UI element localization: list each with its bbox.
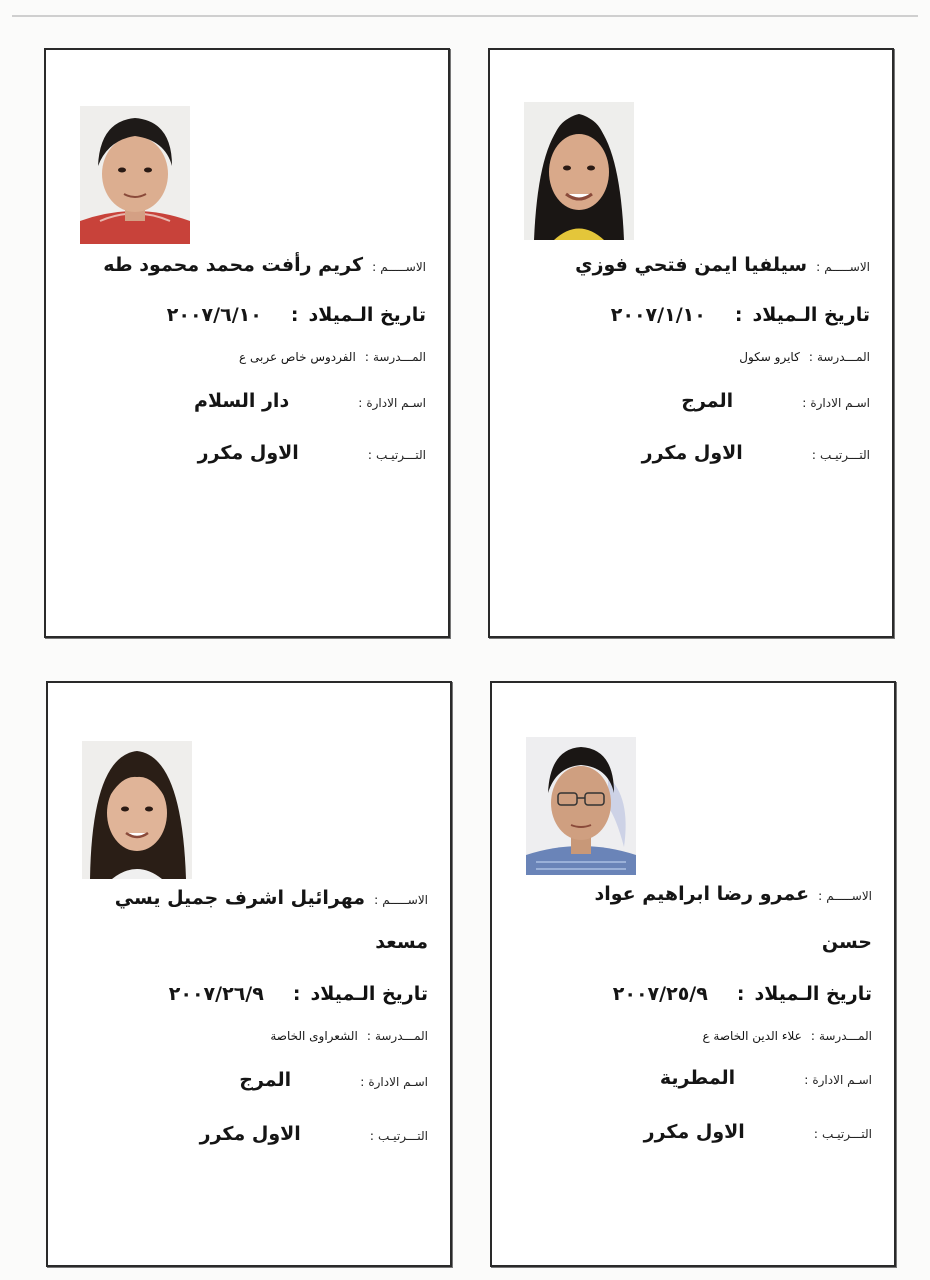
student-card-sylvia	[488, 48, 894, 638]
rank-row: التـــرتيـب: الاول مكرر	[199, 1123, 428, 1145]
student-name: مهرائيل اشرف جميل يسي	[114, 887, 366, 909]
name-row: الاســـــم: سيلفيا ايمن فتحي فوزي	[575, 254, 870, 276]
birth-date: ٢٠٠٧/١/١٠	[610, 304, 706, 326]
admin-name: المطرية	[659, 1067, 736, 1089]
rank-label: التـــرتيـب	[821, 1127, 872, 1141]
student-card-amr	[490, 681, 896, 1267]
student-photo	[524, 102, 634, 240]
birth-date: ٢٠٠٧/٢٥/٩	[612, 983, 708, 1005]
admin-label: اسـم الادارة	[366, 396, 426, 410]
student-photo	[80, 106, 190, 244]
school-row: المـــدرسة: كايرو سكول	[739, 350, 870, 364]
school-row: المـــدرسة: الفردوس خاص عربى ع	[239, 350, 426, 364]
school-label: المـــدرسة	[816, 350, 870, 364]
rank-label: التـــرتيـب	[375, 448, 426, 462]
rank-label: التـــرتيـب	[819, 448, 870, 462]
school-name: كايرو سكول	[739, 350, 800, 364]
dob-row: تاريخ الـميلاد: ٢٠٠٧/١/١٠	[610, 304, 870, 326]
scan-top-edge	[12, 15, 918, 17]
school-row: المـــدرسة: علاء الدين الخاصة ع	[702, 1029, 872, 1043]
name-label: الاســـــم	[824, 260, 870, 274]
student-name-continued: حسن	[821, 931, 872, 953]
rank-row: التـــرتيـب: الاول مكرر	[641, 442, 870, 464]
name-label: الاســـــم	[826, 889, 872, 903]
dob-label: تاريخ الـميلاد	[754, 983, 872, 1005]
name-row: الاســـــم: عمرو رضا ابراهيم عواد	[594, 883, 872, 905]
admin-row: اسـم الادارة: المرج	[239, 1069, 428, 1091]
rank-value: الاول مكرر	[641, 442, 743, 464]
admin-name: المرج	[681, 390, 734, 412]
admin-name: المرج	[239, 1069, 292, 1091]
student-name: سيلفيا ايمن فتحي فوزي	[575, 254, 808, 276]
student-name-continued: مسعد	[375, 931, 428, 953]
student-name: كريم رأفت محمد محمود طه	[103, 254, 364, 276]
admin-label: اسـم الادارة	[368, 1075, 428, 1089]
name-label: الاســـــم	[380, 260, 426, 274]
admin-label: اسـم الادارة	[810, 396, 870, 410]
admin-label: اسـم الادارة	[812, 1073, 872, 1087]
student-name: عمرو رضا ابراهيم عواد	[594, 883, 810, 905]
dob-label: تاريخ الـميلاد	[752, 304, 870, 326]
rank-label: التـــرتيـب	[377, 1129, 428, 1143]
dob-label: تاريخ الـميلاد	[308, 304, 426, 326]
school-label: المـــدرسة	[374, 1029, 428, 1043]
admin-row: اسـم الادارة: دار السلام	[194, 390, 426, 412]
name-label: الاســـــم	[382, 893, 428, 907]
rank-value: الاول مكرر	[643, 1121, 745, 1143]
admin-row: اسـم الادارة: المرج	[681, 390, 870, 412]
name-row: الاســـــم: كريم رأفت محمد محمود طه	[103, 254, 426, 276]
name-row: الاســـــم: مهرائيل اشرف جميل يسي	[114, 887, 428, 909]
admin-row: اسـم الادارة: المطرية	[659, 1067, 872, 1089]
student-photo	[526, 737, 636, 875]
birth-date: ٢٠٠٧/٢٦/٩	[168, 983, 264, 1005]
admin-name: دار السلام	[194, 390, 290, 412]
school-name: الشعراوى الخاصة	[270, 1029, 358, 1043]
rank-value: الاول مكرر	[199, 1123, 301, 1145]
dob-label: تاريخ الـميلاد	[310, 983, 428, 1005]
school-label: المـــدرسة	[818, 1029, 872, 1043]
school-row: المـــدرسة: الشعراوى الخاصة	[270, 1029, 428, 1043]
birth-date: ٢٠٠٧/٦/١٠	[166, 304, 262, 326]
school-label: المـــدرسة	[372, 350, 426, 364]
school-name: الفردوس خاص عربى ع	[239, 350, 356, 364]
student-photo	[82, 741, 192, 879]
rank-row: التـــرتيـب: الاول مكرر	[197, 442, 426, 464]
student-card-mahrail	[46, 681, 452, 1267]
dob-row: تاريخ الـميلاد: ٢٠٠٧/٢٥/٩	[612, 983, 872, 1005]
school-name: علاء الدين الخاصة ع	[702, 1029, 802, 1043]
student-card-karim	[44, 48, 450, 638]
dob-row: تاريخ الـميلاد: ٢٠٠٧/٦/١٠	[166, 304, 426, 326]
rank-row: التـــرتيـب: الاول مكرر	[643, 1121, 872, 1143]
dob-row: تاريخ الـميلاد: ٢٠٠٧/٢٦/٩	[168, 983, 428, 1005]
rank-value: الاول مكرر	[197, 442, 299, 464]
